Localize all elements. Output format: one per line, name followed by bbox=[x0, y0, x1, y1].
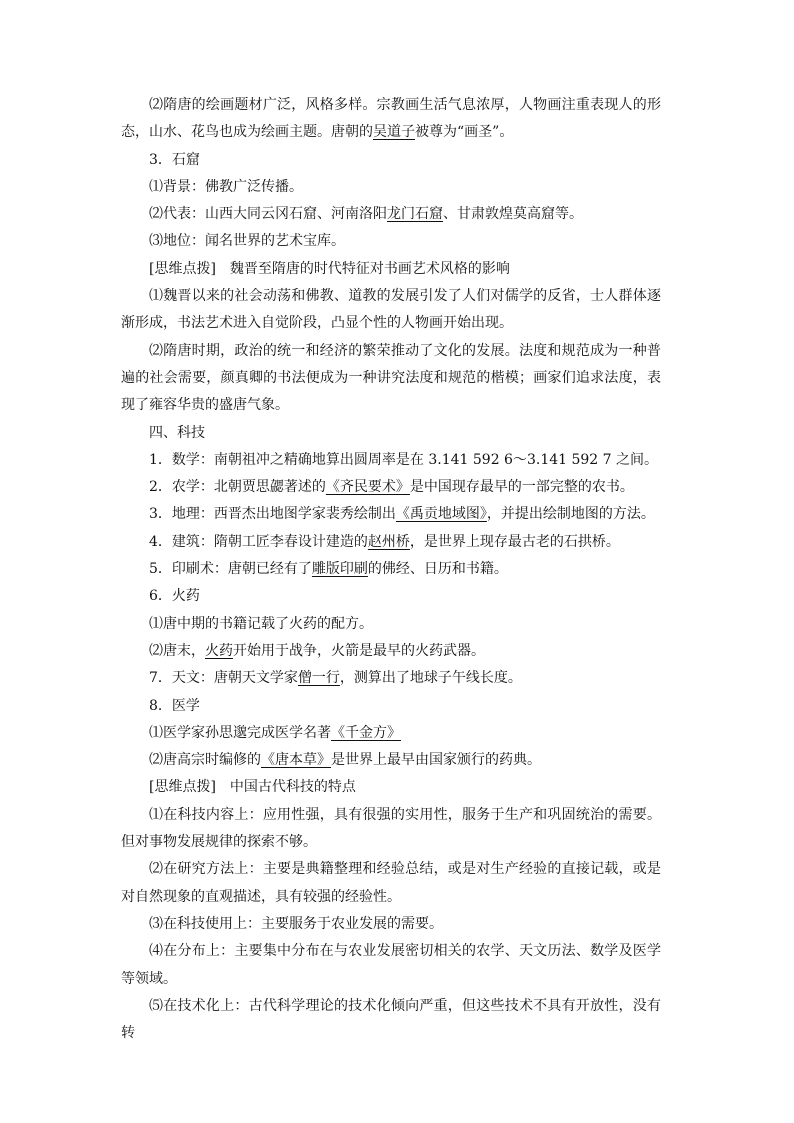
paragraph-sci-1 bbox=[121, 447, 661, 474]
paragraph-tip1-2 bbox=[121, 338, 661, 420]
text-segment: ，是世界上现存最古老的石拱桥。 bbox=[409, 533, 620, 550]
text-segment: 7．天文：唐朝天文学家 bbox=[149, 670, 298, 687]
text-segment: 四、科技 bbox=[149, 424, 205, 441]
text-segment: 4．建筑：隋朝工匠李春设计建造的 bbox=[149, 533, 368, 550]
underlined-term: 吴道子 bbox=[373, 124, 415, 141]
text-segment: ⑵在研究方法上：主要是典籍整理和经验总结，或是对生产经验的直接记载，或是对自然现象的直观描述，具有较强的经验性。 bbox=[121, 861, 661, 905]
paragraph-grotto-title bbox=[121, 147, 661, 174]
underlined-term: 《千金方》 bbox=[331, 724, 401, 741]
paragraph-tip2-title bbox=[121, 774, 661, 801]
underlined-term: 龙门石窟 bbox=[387, 206, 443, 223]
document-body bbox=[121, 92, 661, 1047]
text-segment: 是中国现存最早的一部完整的农书。 bbox=[409, 479, 634, 496]
text-segment: ⑶在科技使用上：主要服务于农业发展的需要。 bbox=[149, 915, 443, 932]
text-segment: 被尊为“画圣”。 bbox=[415, 124, 514, 141]
paragraph-sci-6 bbox=[121, 583, 661, 610]
paragraph-sci-4 bbox=[121, 529, 661, 556]
paragraph-tip2-3 bbox=[121, 911, 661, 938]
paragraph-sci-5 bbox=[121, 556, 661, 583]
text-segment: ⑵隋唐时期，政治的统一和经济的繁荣推动了文化的发展。法度和规范成为一种普遍的社会需要，颜真卿的书法便成为一种讲究法度和规范的楷模；画家们追求法度，表现了雍容华贵的盛唐气象。 bbox=[121, 342, 661, 414]
underlined-term: 雕版印刷 bbox=[311, 561, 368, 578]
text-segment: [思维点拨] 中国古代科技的特点 bbox=[149, 779, 356, 796]
text-segment: ⑴在科技内容上：应用性强，具有很强的实用性，服务于生产和巩固统治的需要。但对事物发展规律的探索不够。 bbox=[121, 806, 661, 851]
paragraph-sci-6-2 bbox=[121, 638, 661, 665]
text-segment: ⑴魏晋以来的社会动荡和佛教、道教的发展引发了人们对儒学的反省，士人群体逐渐形成，书法艺术进入自觉阶段，凸显个性的人物画开始出现。 bbox=[121, 288, 661, 332]
paragraph-sci-8-2 bbox=[121, 747, 661, 774]
text-segment: 开始用于战争，火箭是最早的火药武器。 bbox=[233, 642, 485, 659]
paragraph-sci-8 bbox=[121, 693, 661, 720]
text-segment: ⑴背景：佛教广泛传播。 bbox=[149, 178, 303, 195]
text-segment: ⑵代表：山西大同云冈石窟、河南洛阳 bbox=[149, 206, 387, 223]
text-segment: 、甘肃敦煌莫高窟等。 bbox=[443, 206, 583, 223]
text-segment: ，并提出绘制地图的方法。 bbox=[486, 506, 655, 523]
paragraph-grotto-2 bbox=[121, 201, 661, 228]
text-segment: 3．地理：西晋杰出地图学家裴秀绘制出 bbox=[149, 506, 396, 523]
underlined-term: 赵州桥 bbox=[367, 533, 410, 550]
text-segment: 1．数学：南朝祖冲之精确地算出圆周率是在 3.141 592 6～3.141 592 7 之间。 bbox=[149, 451, 659, 468]
paragraph-tip2-4 bbox=[121, 938, 661, 993]
text-segment: 3．石窟 bbox=[149, 151, 200, 168]
underlined-term: 《唐本草》 bbox=[261, 752, 331, 769]
text-segment: 是世界上最早由国家颁行的药典。 bbox=[331, 752, 541, 769]
paragraph-tip2-1 bbox=[121, 802, 661, 857]
text-segment: ⑵唐高宗时编修的 bbox=[149, 752, 261, 769]
paragraph-sci-3 bbox=[121, 501, 661, 528]
text-segment: [思维点拨] 魏晋至隋唐的时代特征对书画艺术风格的影响 bbox=[149, 260, 510, 277]
paragraph-tip2-5 bbox=[121, 993, 661, 1048]
paragraph-sci-6-1 bbox=[121, 611, 661, 638]
underlined-term: 《禹贡地域图》 bbox=[395, 506, 487, 523]
underlined-term: 火药 bbox=[205, 642, 233, 659]
paragraph-tip1-1 bbox=[121, 283, 661, 338]
text-segment: ⑴唐中期的书籍记载了火药的配方。 bbox=[149, 615, 373, 632]
paragraph-tip1-title bbox=[121, 256, 661, 283]
text-segment: ⑶地位：闻名世界的艺术宝库。 bbox=[149, 233, 345, 250]
text-segment: 的佛经、日历和书籍。 bbox=[367, 561, 508, 578]
paragraph-sci-8-1 bbox=[121, 720, 661, 747]
text-segment: 6．火药 bbox=[149, 588, 200, 605]
underlined-term: 《齐民要术》 bbox=[325, 479, 410, 496]
paragraph-sci-2 bbox=[121, 474, 661, 501]
text-segment: ⑸在技术化上：古代科学理论的技术化倾向严重，但这些技术不具有开放性，没有转 bbox=[121, 997, 661, 1042]
paragraph-grotto-1 bbox=[121, 174, 661, 201]
text-segment: 2．农学：北朝贾思勰著述的 bbox=[149, 479, 326, 496]
text-segment: ⑴医学家孙思邈完成医学名著 bbox=[149, 724, 331, 741]
text-segment: ，测算出了地球子午线长度。 bbox=[339, 670, 522, 687]
paragraph-grotto-3 bbox=[121, 228, 661, 255]
text-segment: ⑷在分布上：主要集中分布在与农业发展密切相关的农学、天文历法、数学及医学等领域。 bbox=[121, 943, 661, 987]
text-segment: ⑵隋唐的绘画题材广泛，风格多样。宗教画生活气息浓厚，人物画注重表现人的形态，山水、花鸟也成为绘画主题。唐朝的 bbox=[121, 97, 661, 141]
paragraph-tip2-2 bbox=[121, 856, 661, 911]
underlined-term: 僧一行 bbox=[297, 670, 340, 687]
text-segment: 5．印刷术：唐朝已经有了 bbox=[149, 561, 312, 578]
paragraph-sci-title bbox=[121, 420, 661, 447]
text-segment: 8．医学 bbox=[149, 697, 200, 714]
paragraph-sci-7 bbox=[121, 665, 661, 692]
paragraph-painting-2 bbox=[121, 92, 661, 147]
text-segment: ⑵唐末， bbox=[149, 642, 205, 659]
